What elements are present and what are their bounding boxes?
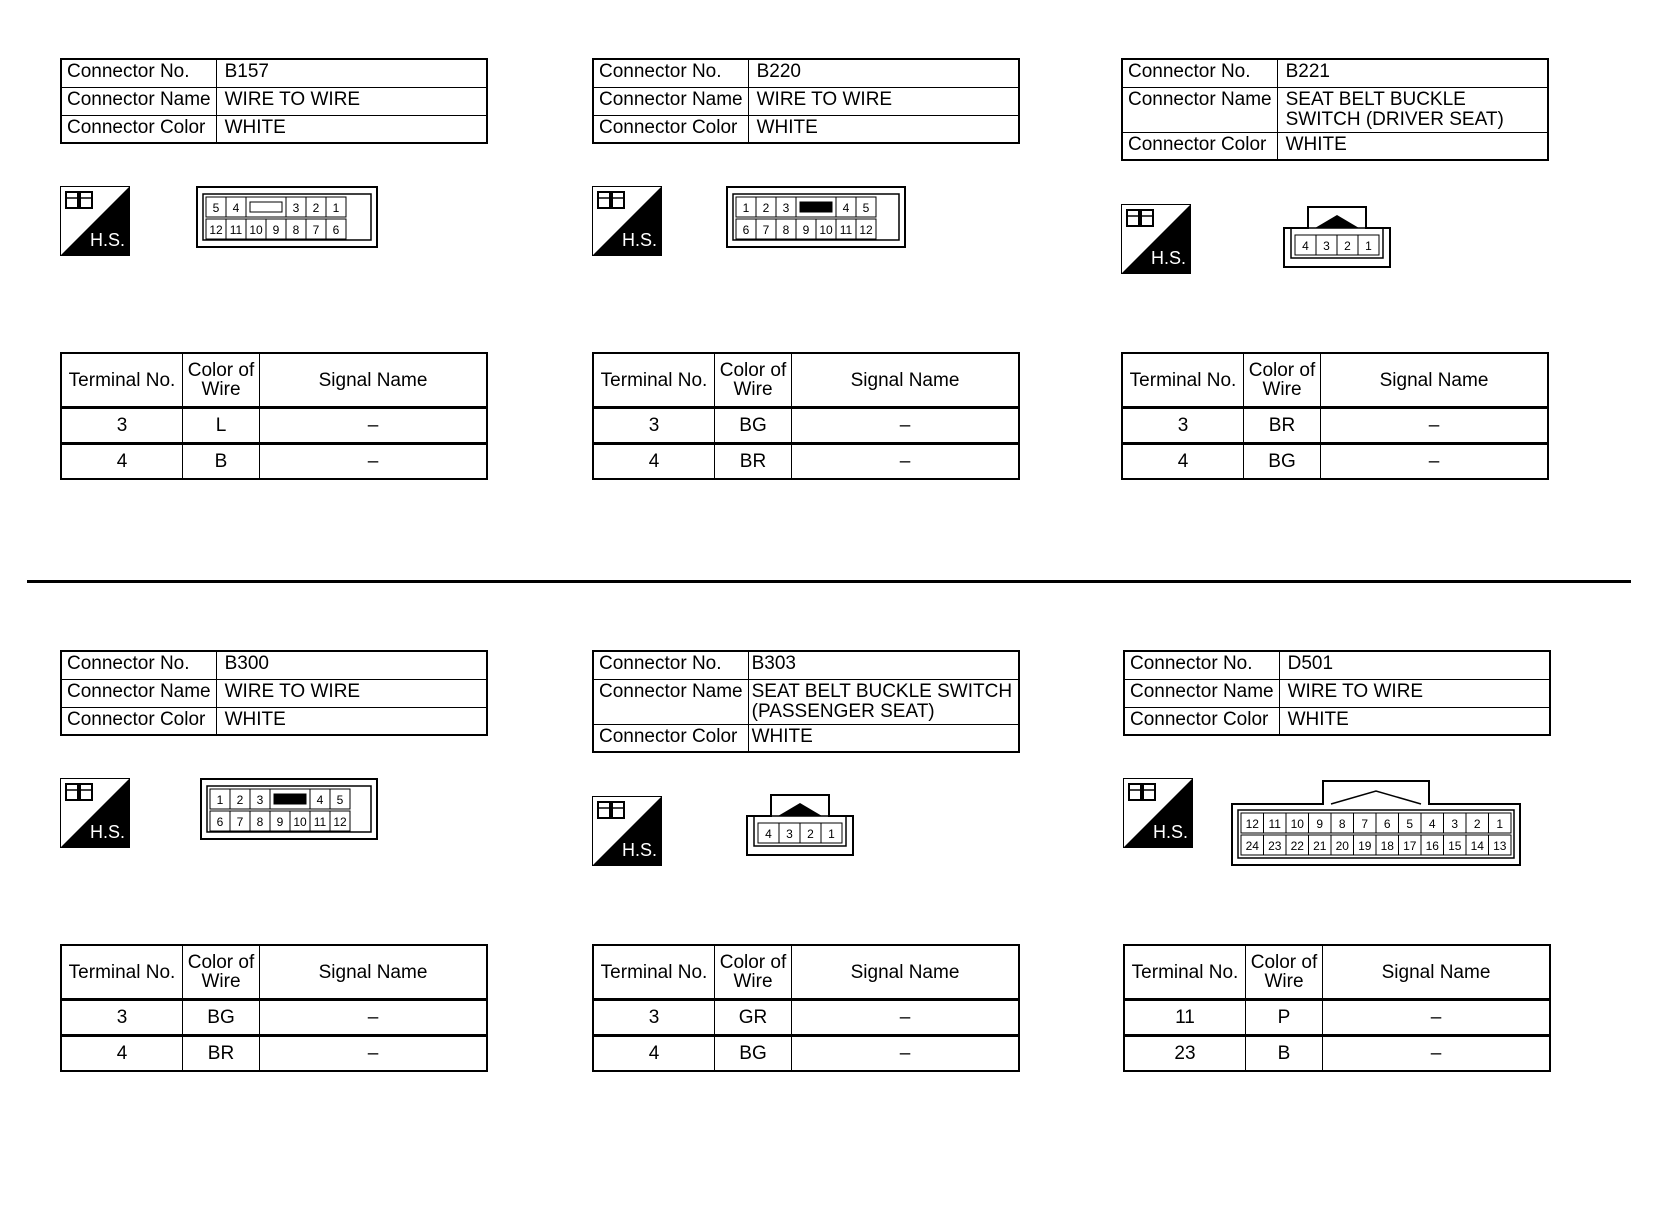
pin-number: 4 — [232, 201, 240, 215]
label-connector-color: Connector Color — [593, 115, 748, 143]
pin-number: 2 — [1473, 817, 1481, 831]
section-divider — [27, 580, 1631, 583]
wire-color-cell: B — [1246, 1036, 1323, 1072]
wire-color-cell: BG — [715, 408, 792, 444]
terminal-no-cell: 4 — [61, 444, 183, 480]
pin-number: 15 — [1448, 839, 1462, 853]
pin-number: 8 — [256, 815, 264, 829]
connector-face-diagram — [1283, 206, 1391, 268]
connector-info-table — [1123, 650, 1551, 736]
connector-panel-b220 — [592, 58, 1022, 528]
pin-number: 3 — [786, 827, 793, 841]
pin-number: 3 — [782, 201, 790, 215]
pin-number: 14 — [1470, 839, 1484, 853]
pin-number: 19 — [1358, 839, 1372, 853]
label-connector-name: Connector Name — [593, 679, 748, 724]
pin-number: 5 — [336, 793, 344, 807]
connector-key — [800, 202, 832, 212]
connector-info-table — [60, 650, 488, 736]
pin-number: 9 — [272, 223, 280, 237]
pin-number: 7 — [1361, 817, 1369, 831]
label-connector-name: Connector Name — [593, 87, 748, 115]
signal-name-cell: – — [1321, 408, 1549, 444]
connector-face-diagram — [726, 186, 906, 248]
header-signal-name: Signal Name — [1321, 353, 1549, 408]
label-connector-name: Connector Name — [1124, 679, 1279, 707]
pin-number: 1 — [828, 827, 835, 841]
connector-key — [250, 202, 282, 212]
pin-number: 12 — [859, 223, 873, 237]
wire-color-cell: B — [183, 444, 260, 480]
pin-number: 7 — [236, 815, 244, 829]
hs-label: H.S. — [90, 822, 126, 842]
pin-number: 8 — [292, 223, 300, 237]
connector-no-value: B300 — [216, 651, 487, 679]
pin-number: 4 — [316, 793, 324, 807]
header-color-of-wire: Color of Wire — [1246, 945, 1323, 1000]
connector-color-value: WHITE — [216, 115, 487, 143]
wire-color-cell: P — [1246, 1000, 1323, 1036]
wire-color-cell: BG — [1244, 444, 1321, 480]
label-connector-name: Connector Name — [61, 87, 216, 115]
pin-number: 17 — [1403, 839, 1417, 853]
terminal-no-cell: 4 — [593, 1036, 715, 1072]
pin-number: 2 — [807, 827, 814, 841]
label-connector-no: Connector No. — [593, 651, 748, 679]
pin-number: 1 — [742, 201, 750, 215]
label-connector-name: Connector Name — [61, 679, 216, 707]
label-connector-no: Connector No. — [1124, 651, 1279, 679]
terminal-no-cell: 4 — [593, 444, 715, 480]
pin-number: 6 — [332, 223, 340, 237]
pin-number: 11 — [839, 223, 853, 237]
pin-number: 10 — [249, 223, 263, 237]
label-connector-no: Connector No. — [61, 59, 216, 87]
header-signal-name: Signal Name — [1323, 945, 1551, 1000]
signal-name-cell: – — [792, 1000, 1020, 1036]
pin-number: 3 — [256, 793, 264, 807]
signal-name-cell: – — [260, 1000, 488, 1036]
pin-number: 23 — [1268, 839, 1282, 853]
connector-panel-b157 — [60, 58, 490, 528]
pin-number: 2 — [312, 201, 320, 215]
connector-face-diagram — [746, 794, 854, 856]
harness-side-icon — [1123, 778, 1193, 848]
header-color-of-wire: Color of Wire — [183, 945, 260, 1000]
wire-color-cell: BG — [183, 1000, 260, 1036]
signal-name-cell: – — [260, 444, 488, 480]
header-terminal-no: Terminal No. — [593, 353, 715, 408]
connector-face-diagram — [196, 186, 378, 248]
label-connector-color: Connector Color — [1124, 707, 1279, 735]
connector-face-diagram — [1231, 780, 1521, 866]
header-color-of-wire: Color of Wire — [715, 945, 792, 1000]
pin-number: 10 — [1290, 817, 1304, 831]
pin-number: 6 — [1383, 817, 1391, 831]
connector-info-table — [592, 58, 1020, 144]
pin-number: 3 — [292, 201, 300, 215]
label-connector-no: Connector No. — [1122, 59, 1277, 87]
label-connector-name: Connector Name — [1122, 87, 1277, 132]
terminal-no-cell: 3 — [1122, 408, 1244, 444]
pin-number: 1 — [1365, 239, 1372, 253]
connector-info-table — [1121, 58, 1549, 161]
connector-panel-b300 — [60, 650, 490, 1120]
pin-number: 10 — [819, 223, 833, 237]
pin-number: 2 — [762, 201, 770, 215]
pin-number: 8 — [1338, 817, 1346, 831]
pin-number: 21 — [1313, 839, 1327, 853]
wire-color-cell: GR — [715, 1000, 792, 1036]
terminal-table — [1121, 352, 1549, 480]
pin-number: 11 — [313, 815, 327, 829]
connector-info-table — [592, 650, 1020, 753]
connector-color-value: WHITE — [1277, 132, 1548, 160]
pin-number: 12 — [209, 223, 223, 237]
pin-number: 1 — [332, 201, 340, 215]
connector-color-value: WHITE — [1279, 707, 1550, 735]
terminal-no-cell: 3 — [61, 1000, 183, 1036]
pin-number: 7 — [762, 223, 770, 237]
header-signal-name: Signal Name — [260, 945, 488, 1000]
header-terminal-no: Terminal No. — [61, 945, 183, 1000]
pin-number: 4 — [765, 827, 772, 841]
connector-no-value: B221 — [1277, 59, 1548, 87]
signal-name-cell: – — [260, 1036, 488, 1072]
hs-label: H.S. — [1153, 822, 1189, 842]
connector-face-diagram — [200, 778, 378, 840]
pin-number: 16 — [1425, 839, 1439, 853]
label-connector-color: Connector Color — [61, 707, 216, 735]
pin-number: 5 — [862, 201, 870, 215]
pin-number: 6 — [742, 223, 750, 237]
pin-number: 22 — [1290, 839, 1304, 853]
header-signal-name: Signal Name — [260, 353, 488, 408]
signal-name-cell: – — [792, 408, 1020, 444]
header-color-of-wire: Color of Wire — [183, 353, 260, 408]
label-connector-no: Connector No. — [61, 651, 216, 679]
terminal-table — [60, 944, 488, 1072]
pin-number: 7 — [312, 223, 320, 237]
terminal-no-cell: 4 — [1122, 444, 1244, 480]
connector-name-value: WIRE TO WIRE — [216, 87, 487, 115]
harness-side-icon — [1121, 204, 1191, 274]
pin-number: 24 — [1245, 839, 1259, 853]
terminal-no-cell: 3 — [593, 408, 715, 444]
hs-label: H.S. — [622, 230, 658, 250]
wire-color-cell: BG — [715, 1036, 792, 1072]
terminal-table — [592, 352, 1020, 480]
harness-side-icon — [592, 796, 662, 866]
terminal-table — [60, 352, 488, 480]
connector-name-value: SEAT BELT BUCKLE SWITCH (DRIVER SEAT) — [1277, 87, 1548, 132]
connector-no-value: D501 — [1279, 651, 1550, 679]
header-terminal-no: Terminal No. — [1122, 353, 1244, 408]
harness-side-icon — [60, 778, 130, 848]
connector-no-value: B157 — [216, 59, 487, 87]
hs-label: H.S. — [1151, 248, 1187, 268]
connector-info-table — [60, 58, 488, 144]
connector-no-value: B220 — [748, 59, 1019, 87]
pin-number: 9 — [802, 223, 810, 237]
pin-number: 1 — [216, 793, 224, 807]
pin-number: 2 — [1344, 239, 1351, 253]
signal-name-cell: – — [260, 408, 488, 444]
signal-name-cell: – — [792, 1036, 1020, 1072]
hs-label: H.S. — [90, 230, 126, 250]
connector-name-value: WIRE TO WIRE — [748, 87, 1019, 115]
harness-side-icon — [592, 186, 662, 256]
pin-number: 1 — [1496, 817, 1504, 831]
wire-color-cell: BR — [715, 444, 792, 480]
pin-number: 3 — [1323, 239, 1330, 253]
wire-color-cell: BR — [1244, 408, 1321, 444]
terminal-table — [592, 944, 1020, 1072]
terminal-no-cell: 23 — [1124, 1036, 1246, 1072]
pin-number: 4 — [842, 201, 850, 215]
pin-number: 12 — [333, 815, 347, 829]
header-color-of-wire: Color of Wire — [1244, 353, 1321, 408]
pin-number: 10 — [293, 815, 307, 829]
header-terminal-no: Terminal No. — [593, 945, 715, 1000]
connector-color-value: WHITE — [748, 115, 1019, 143]
pin-number: 3 — [1451, 817, 1459, 831]
header-terminal-no: Terminal No. — [1124, 945, 1246, 1000]
pin-number: 11 — [229, 223, 243, 237]
connector-panel-b303 — [592, 650, 1022, 1120]
connector-panel-b221 — [1121, 58, 1551, 528]
pin-number: 9 — [1316, 817, 1324, 831]
header-color-of-wire: Color of Wire — [715, 353, 792, 408]
label-connector-no: Connector No. — [593, 59, 748, 87]
pin-number: 5 — [212, 201, 220, 215]
pin-number: 12 — [1245, 817, 1259, 831]
pin-number: 11 — [1268, 817, 1281, 831]
terminal-no-cell: 3 — [593, 1000, 715, 1036]
signal-name-cell: – — [1321, 444, 1549, 480]
signal-name-cell: – — [1323, 1036, 1551, 1072]
label-connector-color: Connector Color — [1122, 132, 1277, 160]
pin-number: 4 — [1428, 817, 1436, 831]
terminal-no-cell: 4 — [61, 1036, 183, 1072]
connector-panel-d501 — [1123, 650, 1553, 1120]
terminal-no-cell: 11 — [1124, 1000, 1246, 1036]
wire-color-cell: BR — [183, 1036, 260, 1072]
connector-key — [274, 794, 306, 804]
wire-color-cell: L — [183, 408, 260, 444]
pin-number: 8 — [782, 223, 790, 237]
pin-number: 2 — [236, 793, 244, 807]
pin-number: 20 — [1335, 839, 1349, 853]
pin-number: 5 — [1406, 817, 1414, 831]
hs-label: H.S. — [622, 840, 658, 860]
connector-name-value: SEAT BELT BUCKLE SWITCH (PASSENGER SEAT) — [748, 679, 1019, 724]
terminal-no-cell: 3 — [61, 408, 183, 444]
harness-side-icon — [60, 186, 130, 256]
pin-number: 18 — [1380, 839, 1394, 853]
signal-name-cell: – — [792, 444, 1020, 480]
header-signal-name: Signal Name — [792, 353, 1020, 408]
connector-name-value: WIRE TO WIRE — [1279, 679, 1550, 707]
signal-name-cell: – — [1323, 1000, 1551, 1036]
connector-name-value: WIRE TO WIRE — [216, 679, 487, 707]
pin-number: 9 — [276, 815, 284, 829]
pin-number: 6 — [216, 815, 224, 829]
header-signal-name: Signal Name — [792, 945, 1020, 1000]
pin-number: 4 — [1302, 239, 1309, 253]
label-connector-color: Connector Color — [593, 724, 748, 752]
pin-number: 13 — [1493, 839, 1507, 853]
connector-color-value: WHITE — [216, 707, 487, 735]
terminal-table — [1123, 944, 1551, 1072]
label-connector-color: Connector Color — [61, 115, 216, 143]
header-terminal-no: Terminal No. — [61, 353, 183, 408]
connector-color-value: WHITE — [748, 724, 1019, 752]
connector-no-value: B303 — [748, 651, 1019, 679]
